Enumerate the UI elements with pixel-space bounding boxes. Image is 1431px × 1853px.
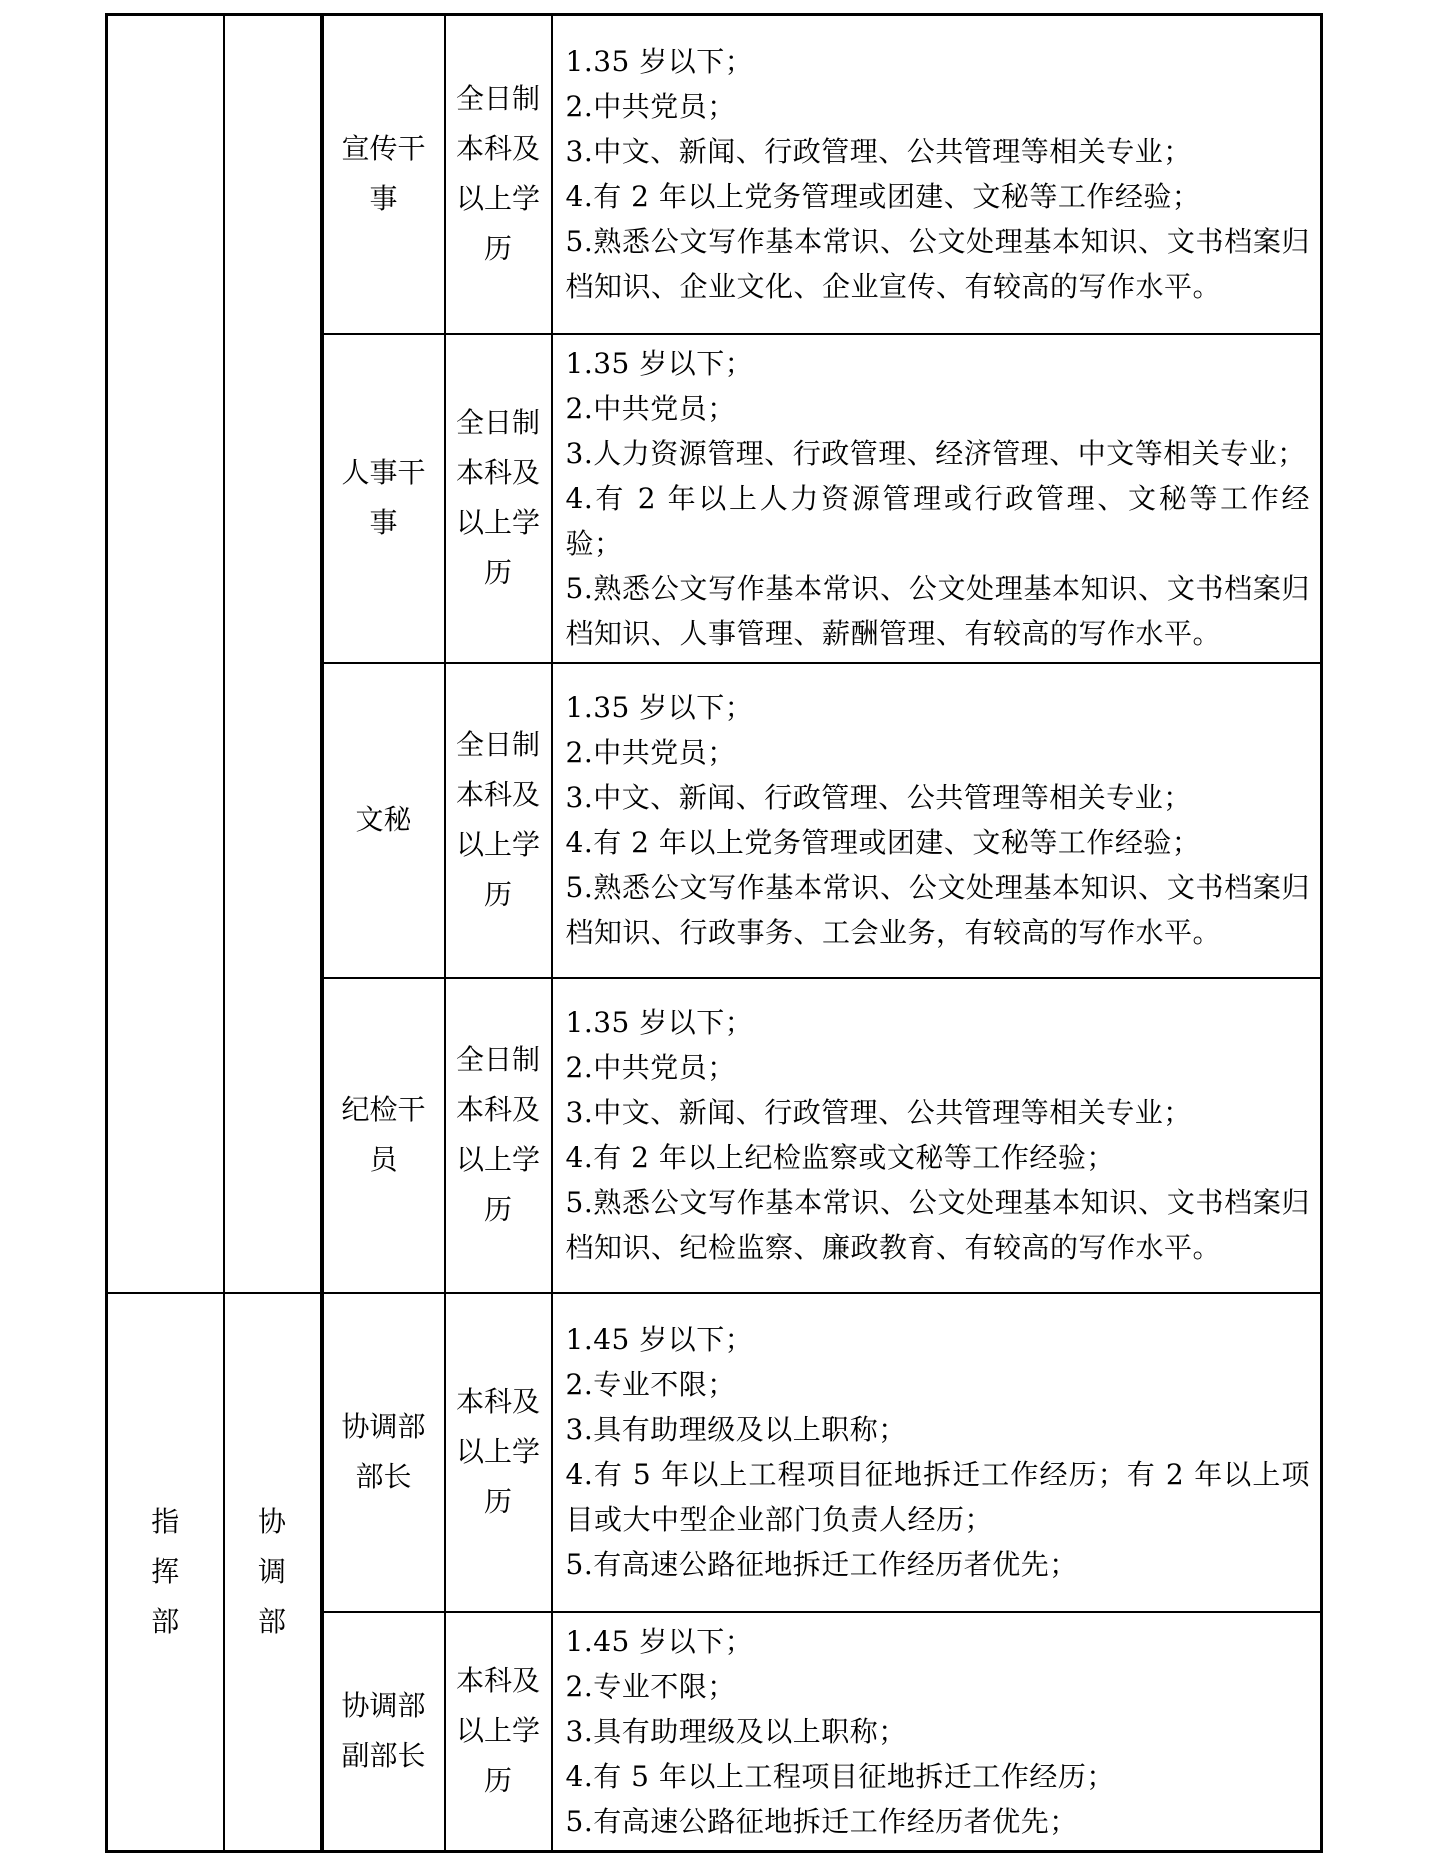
- requirement-item: 3.具有助理级及以上职称；: [565, 1714, 907, 1748]
- table-row: [107, 1293, 1322, 1612]
- requirement-item: 5.熟悉公文写作基本常识、公文处理基本知识、文书档案归档知识、纪检监察、廉政教育、有较高的写作水平。: [565, 1186, 1310, 1264]
- cell-requirements: [552, 1293, 1322, 1612]
- requirement-item: 4.有 5 年以上工程项目征地拆迁工作经历；有 2 年以上项目或大中型企业部门负责人经历；: [565, 1458, 1310, 1536]
- requirement-item: 1.35 岁以下；: [565, 45, 754, 79]
- requirement-item: 5.熟悉公文写作基本常识、公文处理基本知识、文书档案归档知识、人事管理、薪酬管理、有较高的写作水平。: [565, 571, 1310, 650]
- requirement-item: 5.有高速公路征地拆迁工作经历者优先；: [565, 1548, 1078, 1581]
- cell-requirements: [552, 1612, 1322, 1852]
- education-label: 全日制本科及以上学历: [455, 82, 540, 266]
- position-label: 协调部部长: [341, 1410, 426, 1493]
- cell-position: [322, 1293, 445, 1612]
- education-label: 本科及以上学历: [455, 1664, 540, 1797]
- requirement-item: 4.有 2 年以上党务管理或团建、文秘等工作经验；: [565, 826, 1201, 859]
- requirement-item: 4.有 2 年以上人力资源管理或行政管理、文秘等工作经验；: [565, 481, 1310, 560]
- cell-position: [322, 663, 445, 978]
- requirement-item: 4.有 2 年以上党务管理或团建、文秘等工作经验；: [565, 180, 1201, 214]
- education-label: 全日制本科及以上学历: [455, 406, 540, 589]
- education-label: 本科及以上学历: [455, 1385, 540, 1518]
- requirement-item: 4.有 2 年以上纪检监察或文秘等工作经验；: [565, 1141, 1115, 1174]
- cell-position: [322, 334, 445, 663]
- cell-education: [445, 978, 552, 1293]
- requirement-item: 2.中共党员；: [565, 391, 736, 425]
- department-level1-label: 指挥部: [151, 1504, 180, 1638]
- cell-position: [322, 978, 445, 1293]
- cell-department-level2: [224, 15, 322, 1293]
- cell-requirements: [552, 663, 1322, 978]
- position-label: 协调部副部长: [341, 1689, 426, 1772]
- cell-position: [322, 1612, 445, 1852]
- requirement-item: 1.45 岁以下；: [565, 1624, 754, 1658]
- requirement-item: 4.有 5 年以上工程项目征地拆迁工作经历；: [565, 1759, 1115, 1793]
- position-label: 人事干事: [341, 456, 426, 539]
- requirement-item: 1.35 岁以下；: [565, 346, 754, 380]
- requirement-item: 2.中共党员；: [565, 736, 736, 769]
- cell-education: [445, 15, 552, 334]
- cell-education: [445, 1293, 552, 1612]
- requirement-item: 2.专业不限；: [565, 1368, 736, 1401]
- requirement-item: 3.中文、新闻、行政管理、公共管理等相关专业；: [565, 135, 1192, 169]
- cell-education: [445, 1612, 552, 1852]
- cell-department-level1: [107, 15, 224, 1293]
- requirement-item: 2.中共党员；: [565, 1051, 736, 1084]
- cell-requirements: [552, 15, 1322, 334]
- requirement-item: 5.有高速公路征地拆迁工作经历者优先；: [565, 1804, 1078, 1838]
- requirement-item: 1.35 岁以下；: [565, 1006, 754, 1039]
- department-level2-label: 协调部: [257, 1504, 286, 1638]
- requirement-item: 1.35 岁以下；: [565, 691, 754, 724]
- requirement-item: 3.中文、新闻、行政管理、公共管理等相关专业；: [565, 1096, 1192, 1129]
- cell-education: [445, 334, 552, 663]
- cell-department-level1: [107, 1293, 224, 1852]
- table-row: [107, 15, 1322, 334]
- cell-requirements: [552, 978, 1322, 1293]
- cell-position: [322, 15, 445, 334]
- requirement-item: 2.中共党员；: [565, 90, 736, 124]
- recruitment-table: [105, 13, 1323, 1853]
- position-label: 纪检干员: [341, 1093, 426, 1176]
- cell-requirements: [552, 334, 1322, 663]
- position-label: 文秘: [355, 803, 412, 836]
- requirement-item: 3.具有助理级及以上职称；: [565, 1413, 907, 1446]
- requirement-item: 5.熟悉公文写作基本常识、公文处理基本知识、文书档案归档知识、行政事务、工会业务，有较高的写作水平。: [565, 871, 1310, 949]
- education-label: 全日制本科及以上学历: [455, 1043, 540, 1226]
- cell-education: [445, 663, 552, 978]
- requirement-item: 2.专业不限；: [565, 1669, 736, 1703]
- requirement-item: 5.熟悉公文写作基本常识、公文处理基本知识、文书档案归档知识、企业文化、企业宣传、有较高的写作水平。: [565, 225, 1310, 304]
- education-label: 全日制本科及以上学历: [455, 728, 540, 911]
- requirement-item: 3.中文、新闻、行政管理、公共管理等相关专业；: [565, 781, 1192, 814]
- requirement-item: 3.人力资源管理、行政管理、经济管理、中文等相关专业；: [565, 436, 1306, 470]
- requirement-item: 1.45 岁以下；: [565, 1323, 754, 1356]
- cell-department-level2: [224, 1293, 322, 1852]
- position-label: 宣传干事: [341, 132, 426, 216]
